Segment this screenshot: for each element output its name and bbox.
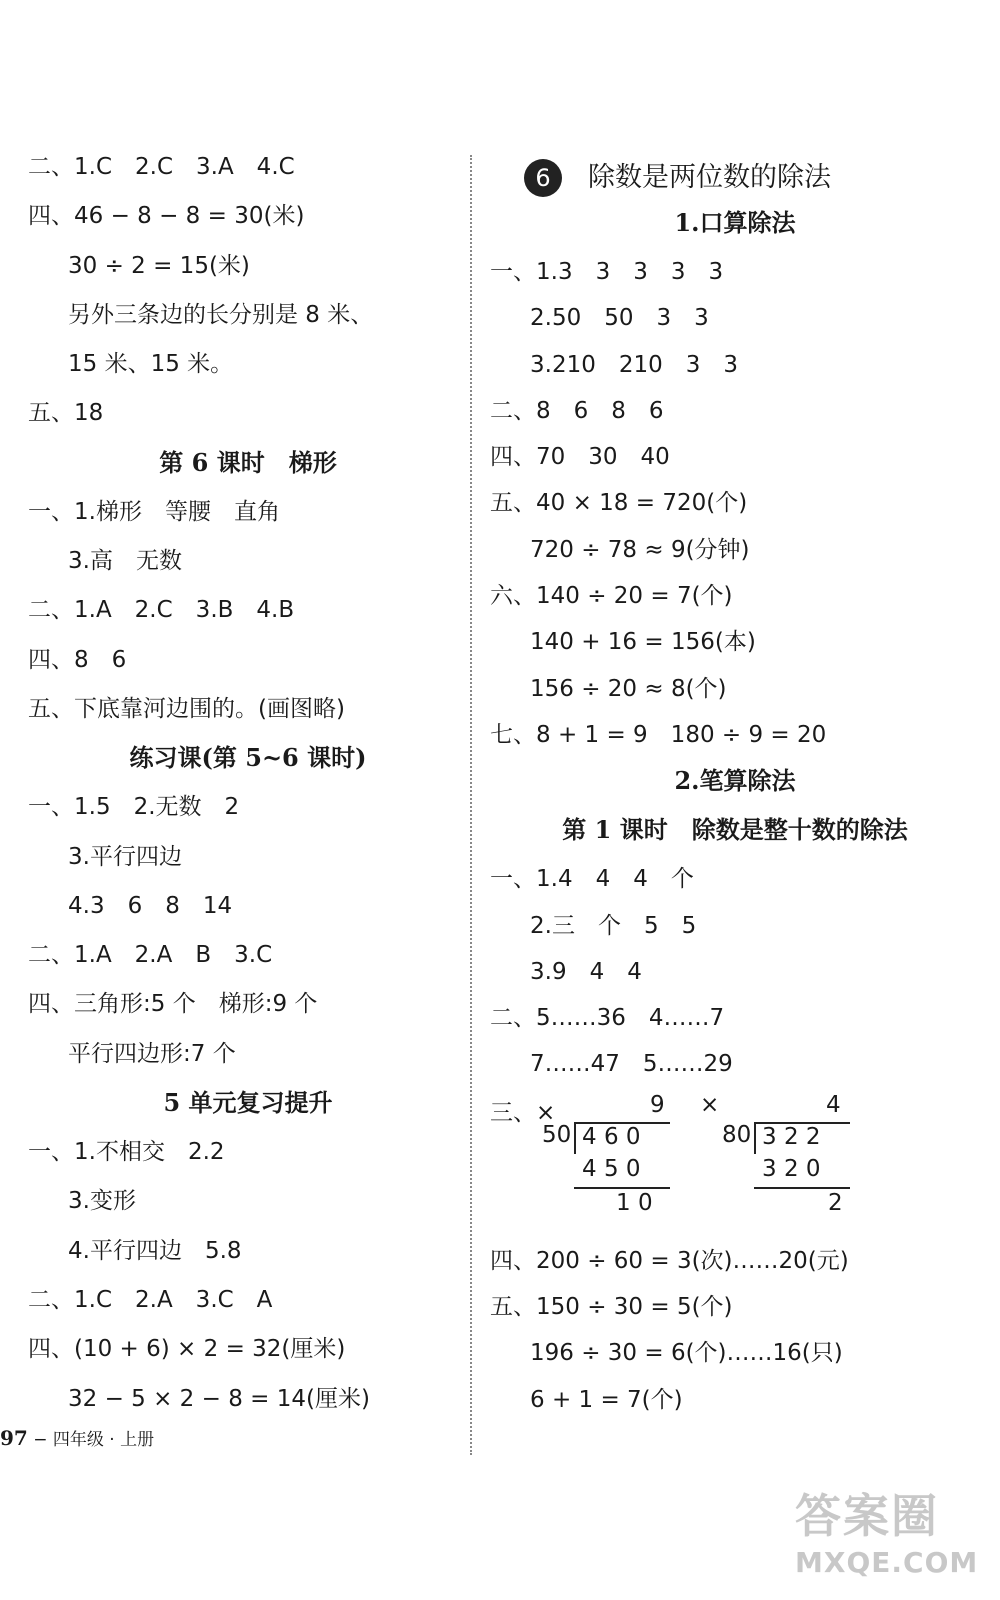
section-heading: 5 单元复习提升: [163, 1088, 333, 1118]
product-1: 4 5 0: [582, 1155, 641, 1182]
watermark: [795, 1480, 978, 1579]
section-title: 除数是两位数的除法: [588, 162, 831, 193]
section-heading: 2.笔算除法: [674, 766, 796, 796]
answer-line: 二、5……36 4……7: [490, 1005, 725, 1032]
answer-line: 四、46 − 8 − 8 = 30(米): [28, 203, 305, 230]
left-column: [28, 150, 468, 1431]
section-heading: 第 1 课时 除数是整十数的除法: [562, 815, 908, 845]
answer-line: 二、1.C 2.C 3.A 4.C: [28, 154, 295, 180]
division-bracket-1: [574, 1124, 576, 1154]
quotient-2: 4: [826, 1091, 841, 1118]
answer-line: 五、40 × 18 = 720(个): [490, 490, 748, 517]
answer-line: 3.平行四边: [68, 843, 182, 870]
dividend-1: 4 6 0: [582, 1123, 641, 1150]
subtract-line-2: [754, 1187, 850, 1189]
answer-line: 140 + 16 = 156(本): [530, 629, 756, 656]
answer-line: 7……47 5……29: [530, 1051, 733, 1078]
answer-line: 2.50 50 3 3: [530, 305, 709, 332]
column-divider: [470, 155, 472, 1455]
answer-line: 二、8 6 8 6: [490, 397, 664, 424]
section-number-badge: 6: [524, 159, 562, 197]
answer-line: 3.变形: [68, 1188, 136, 1215]
page-number: 97: [0, 1426, 28, 1450]
answer-line: 3.210 210 3 3: [530, 351, 739, 378]
mark-2: ×: [700, 1091, 720, 1118]
answer-line: 二、1.A 2.A B 3.C: [28, 942, 273, 969]
answer-line: 五、150 ÷ 30 = 5(个): [490, 1294, 733, 1321]
divisor-2: 80: [722, 1121, 752, 1148]
answer-line: 一、1.梯形 等腰 直角: [28, 498, 280, 525]
answer-line: 一、1.不相交 2.2: [28, 1139, 225, 1166]
product-2: 3 2 0: [762, 1155, 821, 1182]
answer-line: 四、(10 + 6) × 2 = 32(厘米): [28, 1336, 346, 1363]
answer-line: 6 + 1 = 7(个): [530, 1386, 683, 1413]
section-heading: 练习课(第 5~6 课时): [129, 743, 367, 773]
answer-line: 15 米、15 米。: [68, 351, 234, 378]
remainder-2: 2: [828, 1189, 843, 1216]
answer-line: 156 ÷ 20 ≈ 8(个): [530, 675, 727, 702]
divisor-1: 50: [542, 1121, 572, 1148]
subtract-line-1: [574, 1187, 670, 1189]
answer-line: 一、1.3 3 3 3 3: [490, 259, 724, 285]
dividend-2: 3 2 2: [762, 1123, 821, 1150]
quotient-1: 9: [650, 1091, 665, 1118]
division-bracket-2: [754, 1124, 756, 1154]
answer-line: 2.三 个 5 5: [530, 912, 697, 939]
answer-line: 四、三角形:5 个 梯形:9 个: [28, 991, 318, 1018]
footer-dash: −: [33, 1430, 48, 1450]
section-heading: 第 6 课时 梯形: [159, 447, 337, 477]
right-column: [490, 150, 980, 1429]
answer-line: 一、1.4 4 4 个: [490, 866, 694, 893]
answer-line: 四、8 6: [28, 646, 127, 673]
answer-line: 二、1.C 2.A 3.C A: [28, 1286, 273, 1313]
section-heading: 1.口算除法: [674, 208, 796, 237]
right-answers-a: [490, 206, 980, 1094]
answer-line: 另外三条边的长分别是 8 米、: [68, 301, 374, 328]
answer-line: 32 − 5 × 2 − 8 = 14(厘米): [68, 1385, 370, 1412]
answer-line: 30 ÷ 2 = 15(米): [68, 252, 250, 279]
answer-line: 平行四边形:7 个: [68, 1040, 236, 1067]
grade-label: 四年级 · 上册: [52, 1430, 155, 1450]
answer-line: 3.高 无数: [68, 548, 182, 575]
watermark-url: MXQE.COM: [795, 1546, 979, 1579]
long-division-label: 三、×: [490, 1099, 556, 1126]
right-answers-b: [490, 1244, 980, 1429]
answer-line: 七、8 + 1 = 9 180 ÷ 9 = 20: [490, 721, 827, 748]
page-footer: [0, 1425, 154, 1450]
answer-line: 一、1.5 2.无数 2: [28, 794, 240, 821]
answer-line: 4.3 6 8 14: [68, 892, 233, 919]
section-header: [490, 150, 980, 206]
watermark-logo-text: 答案圈: [795, 1489, 939, 1543]
answer-line: 3.9 4 4: [530, 958, 642, 985]
answer-line: 六、140 ÷ 20 = 7(个): [490, 583, 733, 610]
answer-line: 五、下底靠河边围的。(画图略): [28, 695, 345, 722]
answer-line: 四、70 30 40: [490, 444, 670, 471]
answer-line: 五、18: [28, 400, 104, 427]
answer-line: 196 ÷ 30 = 6(个)……16(只): [530, 1340, 843, 1367]
answer-line: 4.平行四边 5.8: [68, 1237, 242, 1264]
remainder-1: 1 0: [616, 1189, 653, 1216]
answer-line: 720 ÷ 78 ≈ 9(分钟): [530, 536, 750, 563]
long-division-work: [490, 1091, 980, 1244]
answer-line: 二、1.A 2.C 3.B 4.B: [28, 597, 295, 624]
answer-line: 四、200 ÷ 60 = 3(次)……20(元): [490, 1247, 849, 1274]
